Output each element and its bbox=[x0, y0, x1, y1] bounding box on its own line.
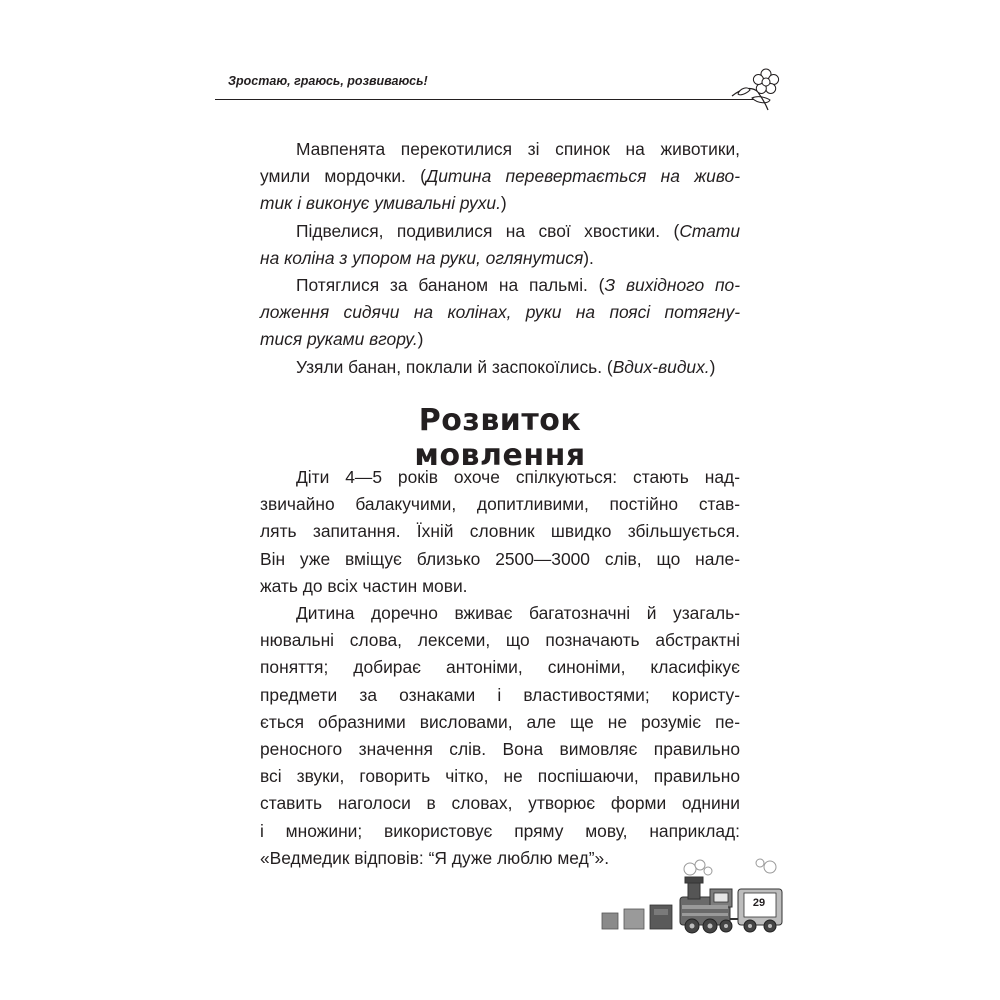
speech-line: і множини; використовує пряму мову, наприклад: bbox=[260, 820, 740, 841]
block-icon bbox=[624, 909, 644, 929]
speech-line: всі звуки, говорить чітко, не поспішаючи, правильно bbox=[260, 766, 740, 787]
train-illustration bbox=[600, 855, 800, 935]
speech-line: ставить наголоси в словах, утворює форми однини bbox=[260, 793, 740, 814]
speech-line: ється образними висловами, але ще не розуміє пе- bbox=[260, 711, 740, 732]
speech-line: нювальні слова, лексеми, що позначають абстрактні bbox=[260, 630, 740, 651]
exercise-line: Потяглися за бананом на пальмі. (З вихідного по- bbox=[296, 275, 740, 296]
speech-line: предмети за ознаками і властивостями; користу- bbox=[260, 684, 740, 705]
page-number: 29 bbox=[752, 897, 766, 909]
speech-line: реносного значення слів. Вона вимовляє правильно bbox=[260, 739, 740, 760]
exercise-line: Мавпенята перекотилися зі спинок на животики, bbox=[296, 139, 740, 159]
header-rule bbox=[215, 99, 755, 100]
speech-line: Дитина доречно вживає багатозначні й узагаль- bbox=[296, 603, 740, 624]
speech-line: Він уже вміщує близько 2500—3000 слів, що нале- bbox=[260, 548, 740, 569]
speech-line: поняття; добирає антоніми, синоніми, класифікує bbox=[260, 657, 740, 678]
speech-line: «Ведмедик відповів: “Я дуже люблю мед”». bbox=[260, 847, 610, 868]
running-head: Зростаю, граюсь, розвиваюсь! bbox=[228, 74, 428, 88]
exercise-line: Узяли банан, поклали й заспокоїлись. (Вдих-видих.) bbox=[296, 356, 716, 377]
exercise-text bbox=[260, 136, 740, 381]
exercise-line: умили мордочки. (Дитина перевертається на живо- bbox=[260, 166, 740, 187]
section-title: Розвиток мовлення bbox=[414, 403, 586, 473]
speech-line: звичайно балакучими, допитливими, постійно став- bbox=[260, 494, 740, 515]
exercise-line: ложення сидячи на колінах, руки на поясі потягну- bbox=[260, 302, 740, 323]
smoke-icon bbox=[684, 859, 776, 875]
speech-line: Діти 4—5 років охоче спілкуються: стають над- bbox=[296, 467, 740, 487]
speech-line: жать до всіх частин мови. bbox=[260, 575, 468, 596]
exercise-line: тися руками вгору.) bbox=[260, 329, 424, 350]
flower-icon bbox=[728, 68, 788, 112]
exercise-line: на коліна з упором на руки, оглянутися). bbox=[260, 247, 594, 268]
speech-line: лять запитання. Їхній словник швидко збільшується. bbox=[260, 521, 740, 542]
exercise-line: тик і виконує умивальні рухи.) bbox=[260, 193, 507, 214]
block-icon bbox=[650, 905, 672, 929]
speech-text bbox=[260, 464, 740, 872]
exercise-line: Підвелися, подивилися на свої хвостики. (Стати bbox=[296, 220, 740, 241]
block-icon bbox=[602, 913, 618, 929]
